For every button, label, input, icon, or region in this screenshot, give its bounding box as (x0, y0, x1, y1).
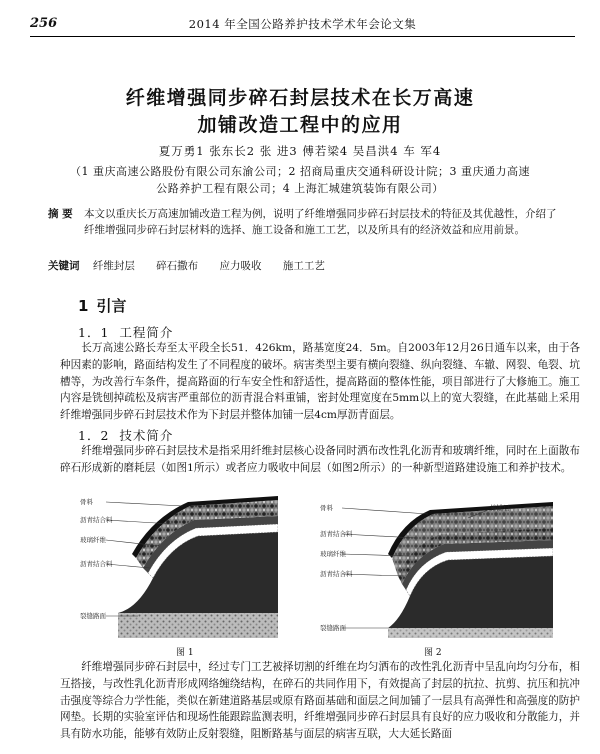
fig2-label: 摊铺层 (490, 504, 510, 512)
abstract-text: 本文以重庆长万高速加铺改造工程为例，说明了纤维增强同步碎石封层技术的特征及其优越性，介绍了纤维增强同步碎石封层材料的选择、施工设备和施工工艺，以及所具有的经济效益和应用前景。 (84, 208, 557, 236)
body-paragraph: 纤维增强同步碎石封层技术是指采用纤维封层核心设备同时洒布改性乳化沥青和玻璃纤维，同时在上面散布碎石形成新的磨耗层（如图1所示）或者应力吸收中间层（如图2所示）的一种新型道路建设施工和养护技术。 (60, 445, 580, 474)
authors: 夏万勇1 张东长2 张 进3 傅若梁4 吴昌洪4 车 军4 (158, 144, 442, 158)
page-number: 256 (30, 16, 58, 31)
abstract-label: 摘 要 (48, 208, 73, 220)
fig1-label: 玻璃纤维 (80, 536, 106, 544)
fig1-label: 骨料 (80, 498, 93, 506)
paper-title-line2: 加铺改造工程中的应用 (197, 114, 403, 136)
journal-title: 2014 年全国公路养护技术学术年会论文集 (188, 17, 417, 31)
fig1-label: 裂缝路面 (80, 612, 106, 620)
figure-2 (318, 488, 553, 638)
subsection-title: 工程简介 (119, 325, 174, 340)
subsection-number: 1．1 (78, 325, 110, 340)
affiliation-line1: （1 重庆高速公路股份有限公司东渝公司；2 招商局重庆交通科研设计院；3 重庆通力高速 (70, 165, 530, 178)
figure-1-caption: 图 1 (176, 648, 194, 658)
keyword: 纤维封层 (92, 260, 135, 272)
affiliation-line2: 公路养护工程有限公司；4 上海汇城建筑装饰有限公司） (156, 182, 444, 195)
subsection-title: 技术简介 (119, 428, 174, 443)
body-paragraph: 长万高速公路长寿至太平段全长51．426km，路基宽度24．5m。自2003年12月26日通车以来，由于各种因素的影响，路面结构发生了不同程度的破坏。病害类型主要有横向裂缝、纵向裂缝、车辙、网裂、龟裂、坑槽等，为改善行车条件，提高路面的行车安全性和舒适性，提高路面的整体性能，项目部进行了大修施工。施工内容是铣刨掉疏松及病害严重部位的沥青混合料重铺，密封处理宽度在5mm以上的宽大裂缝，在此基础上采用纤维增强同步碎石封层技术作为下封层并整体加铺一层4cm厚沥青面层。 (60, 342, 580, 422)
fig2-label: 玻璃纤维 (320, 550, 346, 558)
fig1-label: 沥青结合料 (80, 516, 113, 524)
keyword: 碎石撒布 (156, 260, 199, 272)
header-rule (30, 36, 575, 37)
subsection-heading (78, 323, 183, 341)
keyword: 施工工艺 (282, 260, 325, 272)
section-number: 1 (78, 297, 89, 315)
fig1-label: 沥青结合料 (80, 560, 113, 568)
keyword: 应力吸收 (219, 260, 262, 272)
figure-1 (78, 488, 278, 638)
fig2-label: 骨料 (320, 504, 333, 512)
subsection-number: 1．2 (78, 428, 110, 443)
abstract (48, 206, 558, 238)
keywords-label: 关键词 (48, 260, 80, 272)
body-paragraph: 纤维增强同步碎石封层中，经过专门工艺被择切割的纤维在均匀洒布的改性乳化沥青中呈乱向均匀分布，相互搭接，与改性乳化沥青形成网络缠绕结构，在碎石的共同作用下，有效提高了封层的抗拉、抗剪、抗压和抗冲击强度等综合力学性能，类似在新建道路基层或原有路面基础和面层之间加铺了一层具有高弹性和高强度的防护网垫。长期的实验室评估和现场性能跟踪监测表明，纤维增强同步碎石封层具有良好的应力吸收和分散能力，并具有防水功能，能够有效防止反射裂缝，阻断路基与面层的病害互联，大大延长路面 (60, 661, 580, 741)
fig2-label: 沥青结合料 (320, 570, 353, 578)
fig2-label: 裂缝路面 (320, 624, 346, 632)
keywords (48, 258, 343, 273)
fig2-label: 沥青结合料 (320, 530, 353, 538)
figure-2-caption: 图 2 (424, 648, 442, 658)
section-heading (78, 295, 134, 316)
running-header (30, 16, 575, 34)
section-title: 引言 (96, 297, 127, 315)
paper-title-line1: 纤维增强同步碎石封层技术在长万高速 (125, 87, 475, 109)
subsection-heading (78, 426, 183, 444)
